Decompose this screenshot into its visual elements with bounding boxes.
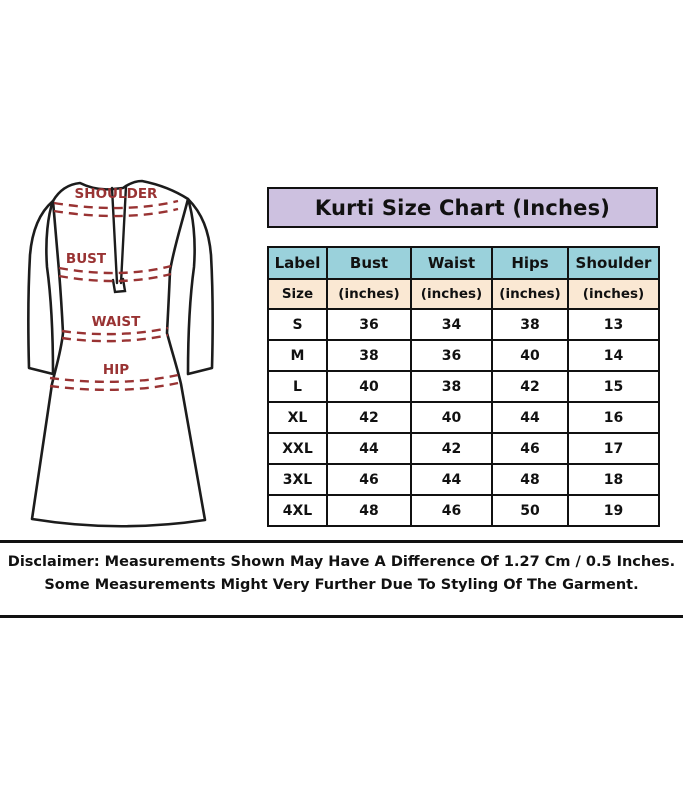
- table-row: [268, 464, 659, 495]
- divider-line: [0, 615, 683, 618]
- measurement-cell: 38: [492, 309, 568, 340]
- measurement-cell: 44: [411, 464, 492, 495]
- table-row: [268, 340, 659, 371]
- table-header-row: [268, 247, 659, 279]
- table-subheader-row: [268, 279, 659, 309]
- size-label-cell: XXL: [268, 433, 327, 464]
- disclaimer-line-1: Disclaimer: Measurements Shown May Have A Difference Of 1.27 Cm / 0.5 Inches.: [7, 554, 676, 570]
- measurement-cell: 40: [327, 371, 411, 402]
- kurti-left-sleeve: [28, 201, 53, 374]
- measurement-cell: 46: [492, 433, 568, 464]
- subheader-unit: (inches): [327, 279, 411, 309]
- measurement-cell: 46: [327, 464, 411, 495]
- table-row: [268, 309, 659, 340]
- column-header-hips: Hips: [492, 247, 568, 279]
- measurement-cell: 46: [411, 495, 492, 526]
- measurement-cell: 13: [568, 309, 659, 340]
- waist-label: WAIST: [91, 314, 141, 330]
- size-label-cell: 4XL: [268, 495, 327, 526]
- disclaimer-line-2: Some Measurements Might Very Further Due To Styling Of The Garment.: [44, 577, 639, 593]
- measurement-cell: 38: [327, 340, 411, 371]
- size-label-cell: S: [268, 309, 327, 340]
- measurement-cell: 36: [327, 309, 411, 340]
- measurement-cell: 17: [568, 433, 659, 464]
- measurement-cell: 40: [411, 402, 492, 433]
- size-table: [267, 246, 660, 527]
- measurement-cell: 40: [492, 340, 568, 371]
- disclaimer: [0, 551, 683, 597]
- subheader-unit: (inches): [492, 279, 568, 309]
- size-table-body: [268, 309, 659, 526]
- column-header-shoulder: Shoulder: [568, 247, 659, 279]
- kurti-right-sleeve: [188, 199, 213, 374]
- table-row: [268, 402, 659, 433]
- chart-title-text: Kurti Size Chart (Inches): [314, 195, 611, 220]
- table-row: [268, 495, 659, 526]
- column-header-bust: Bust: [327, 247, 411, 279]
- subheader-size: Size: [268, 279, 327, 309]
- table-row: [268, 433, 659, 464]
- measurement-cell: 42: [492, 371, 568, 402]
- size-label-cell: M: [268, 340, 327, 371]
- measurement-cell: 48: [492, 464, 568, 495]
- column-header-label: Label: [268, 247, 327, 279]
- size-label-cell: L: [268, 371, 327, 402]
- measurement-cell: 48: [327, 495, 411, 526]
- subheader-unit: (inches): [411, 279, 492, 309]
- chart-title: [267, 187, 658, 228]
- divider-line: [0, 540, 683, 543]
- hip-label: HIP: [102, 362, 130, 378]
- bust-label: BUST: [65, 251, 107, 267]
- measurement-cell: 36: [411, 340, 492, 371]
- measurement-cell: 16: [568, 402, 659, 433]
- measurement-cell: 42: [411, 433, 492, 464]
- measurement-cell: 15: [568, 371, 659, 402]
- measurement-cell: 14: [568, 340, 659, 371]
- measurement-cell: 19: [568, 495, 659, 526]
- kurti-body-outline: [32, 181, 205, 526]
- table-row: [268, 371, 659, 402]
- measurement-cell: 44: [327, 433, 411, 464]
- measurement-cell: 18: [568, 464, 659, 495]
- column-header-waist: Waist: [411, 247, 492, 279]
- measurement-cell: 44: [492, 402, 568, 433]
- kurti-diagram: [12, 171, 262, 546]
- subheader-unit: (inches): [568, 279, 659, 309]
- measurement-cell: 42: [327, 402, 411, 433]
- measurement-cell: 34: [411, 309, 492, 340]
- size-label-cell: XL: [268, 402, 327, 433]
- measurement-cell: 50: [492, 495, 568, 526]
- size-label-cell: 3XL: [268, 464, 327, 495]
- shoulder-label: SHOULDER: [74, 186, 158, 202]
- measurement-cell: 38: [411, 371, 492, 402]
